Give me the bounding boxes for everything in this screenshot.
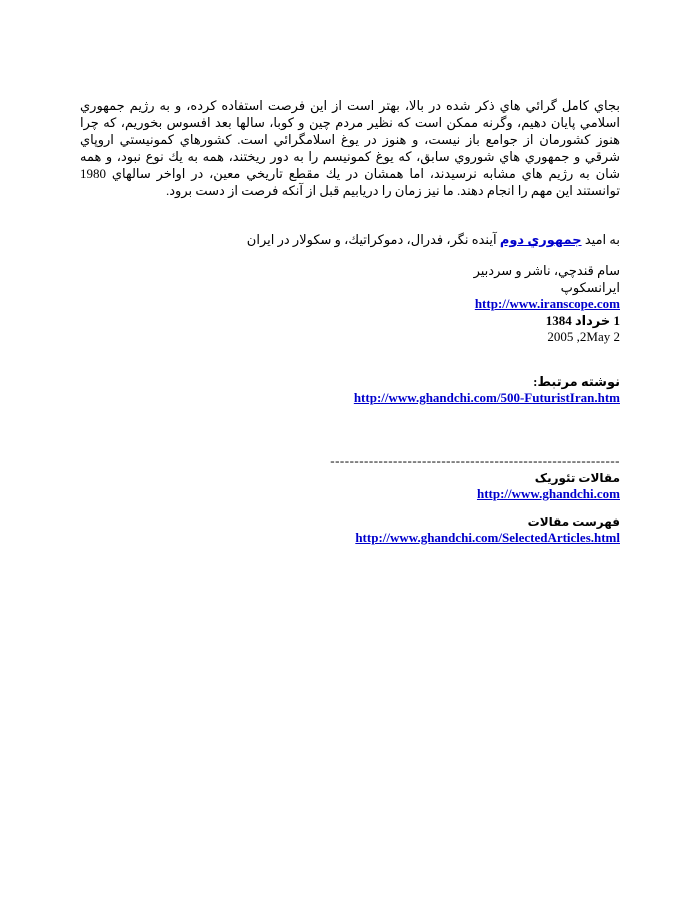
footer-theoretical-articles [80, 470, 620, 502]
hope-line [80, 231, 620, 248]
ghandchi-home-link[interactable]: http://www.ghandchi.com [476, 485, 620, 501]
hope-line-prefix: به اميد [581, 232, 620, 247]
date-persian: 1 خرداد 1384 [545, 312, 620, 328]
second-republic-link[interactable]: جمهوري دوم [499, 232, 582, 247]
related-label: نوشته مرتبط: [533, 373, 620, 389]
signature-block [80, 263, 620, 346]
publication-name: ايرانسكوپ [560, 279, 620, 295]
related-article-block [80, 374, 620, 407]
related-article-link[interactable]: http://www.ghandchi.com/500-FuturistIran.htm [353, 390, 620, 405]
footer-articles-index [80, 514, 620, 546]
footer-label-articles-index: فهرست مقالات [527, 514, 620, 529]
dashed-separator: ------------------------------------------------------------ [330, 452, 620, 468]
author-line: سام قندچي، ناشر و سردبير [473, 263, 620, 278]
iranscope-link[interactable]: http://www.iranscope.com [474, 296, 620, 311]
body-paragraph: بجاي كامل گرائي هاي ذكر شده در بالا، بهتر است از اين فرصت استفاده كرده، و به رژيم جمهوري اسلامي پايان دهيم، وگرنه ممكن است كه نظير مردم چين و كوبا، سالها بعد افسوس بخوريم، كه چرا هنوز كشورمان از جوامع باز نيست، و هنوز در يوغ اسلامگرائي است. كشورهاي كمونيستي اروپاي شرقي و جمهوري هاي شوروي سابق، كه يوغ كمونيسم را به دور ريختند، همه به يك نوع نبود، و همه شان به رژيم هاي مشابه نرسيدند، اما همشان در يك مقطع تاريخي معين، در اواخر سالهاي 1980 توانستند اين مهم را انجام دهند. ما نيز زمان را دريابيم قبل از آنكه فرصت از دست برود. [80, 98, 620, 198]
selected-articles-link[interactable]: http://www.ghandchi.com/SelectedArticles.html [355, 529, 620, 545]
footer-label-theoretical-articles: مقالات تئوريک [534, 470, 620, 485]
date-english: 2005 ,2May 2 [547, 329, 620, 344]
hope-line-suffix: آينده نگر، فدرال، دموكراتيك، و سكولار در ايران [246, 232, 500, 247]
